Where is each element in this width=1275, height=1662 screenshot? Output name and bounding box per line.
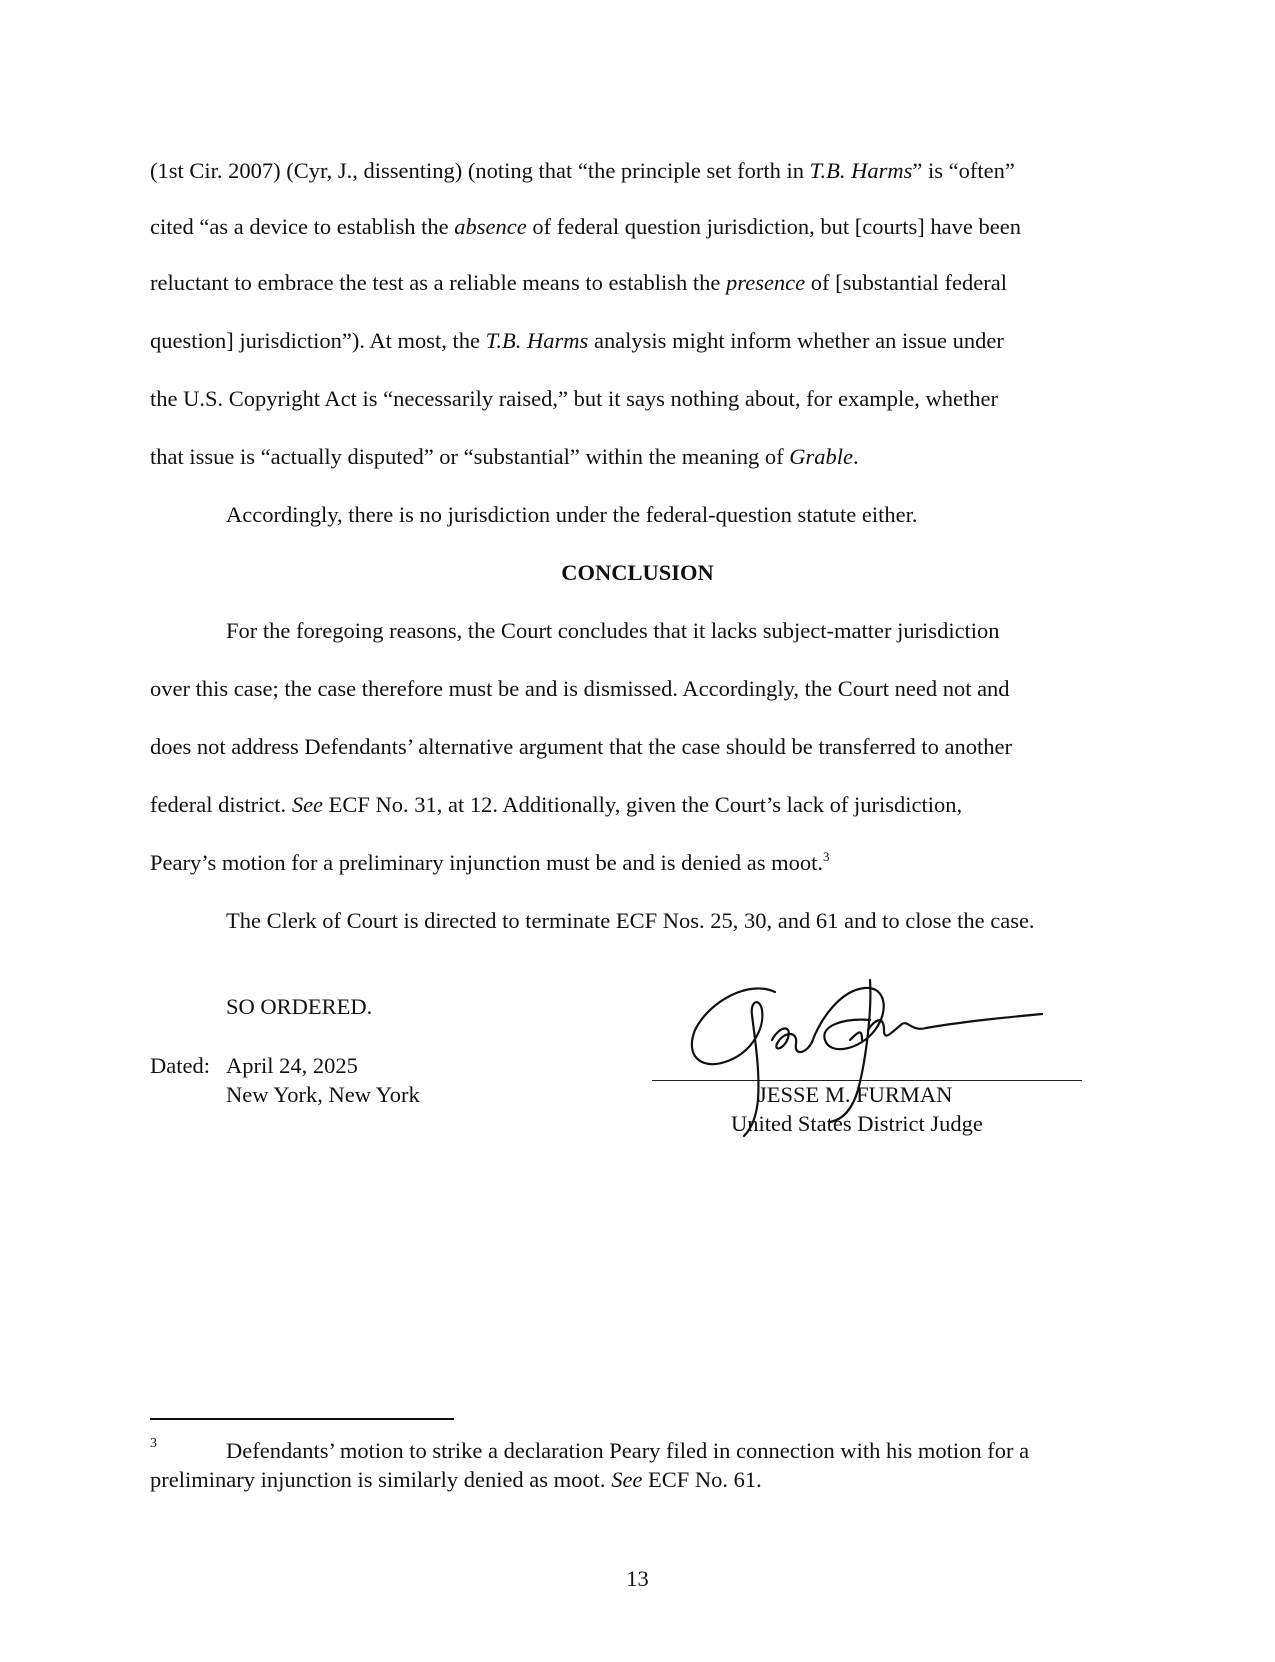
emphasis: absence	[454, 214, 527, 239]
text-run: of federal question jurisdiction, but [courts] have been	[526, 214, 1021, 239]
text-run: preliminary injunction is similarly denied as moot.	[150, 1467, 612, 1492]
text-run: question] jurisdiction”). At most, the	[150, 328, 486, 353]
judge-title: United States District Judge	[731, 1111, 983, 1136]
case-name: T.B. Harms	[809, 158, 913, 183]
text-run: that issue is “actually disputed” or “substantial” within the meaning of	[150, 444, 790, 469]
para3-line4	[150, 794, 962, 817]
para4: The Clerk of Court is directed to terminate ECF Nos. 25, 30, and 61 and to close the case.	[226, 908, 1035, 933]
text-run: (1st Cir. 2007) (Cyr, J., dissenting) (noting that “the principle set forth in	[150, 158, 810, 183]
text-run: ECF No. 61.	[642, 1467, 762, 1492]
para1-line6	[150, 446, 859, 469]
para3-line3: does not address Defendants’ alternative argument that the case should be transferred to another	[150, 734, 1012, 759]
para1-line4	[150, 330, 1004, 353]
para3-line2: over this case; the case therefore must be and is dismissed. Accordingly, the Court need not and	[150, 676, 1010, 701]
emphasis: presence	[726, 270, 806, 295]
text-run: reluctant to embrace the test as a reliable means to establish the	[150, 270, 727, 295]
case-name: T.B. Harms	[485, 328, 589, 353]
text-run: ECF No. 31, at 12. Additionally, given the Court’s lack of jurisdiction,	[323, 792, 963, 817]
footnote-line2	[150, 1469, 762, 1492]
text-run: federal district.	[150, 792, 292, 817]
text-run: ” is “often”	[912, 158, 1015, 183]
footnote-line1: Defendants’ motion to strike a declaration Peary filed in connection with his motion for a	[226, 1438, 1030, 1463]
text-run: Peary’s motion for a preliminary injunction must be and is denied as moot.	[150, 850, 824, 875]
para1-line5: the U.S. Copyright Act is “necessarily raised,” but it says nothing about, for example, whether	[150, 386, 998, 411]
date: April 24, 2025	[226, 1053, 358, 1078]
footnote-number: 3	[150, 1436, 157, 1451]
para1-line1	[150, 160, 1015, 183]
case-name: Grable	[789, 444, 853, 469]
judge-name: JESSE M. FURMAN	[758, 1082, 953, 1107]
text-run: .	[852, 444, 859, 469]
page-number: 13	[626, 1566, 649, 1591]
section-heading: CONCLUSION	[561, 560, 714, 585]
para3-line5	[150, 849, 830, 875]
dated-label: Dated:	[150, 1053, 210, 1078]
footnote-reference[interactable]: 3	[823, 849, 830, 864]
location: New York, New York	[226, 1082, 420, 1107]
citation-signal: See	[611, 1467, 643, 1492]
text-run: of [substantial federal	[805, 270, 1007, 295]
so-ordered: SO ORDERED.	[226, 994, 373, 1019]
para1-line3	[150, 272, 1007, 295]
para1-line2	[150, 216, 1021, 239]
citation-signal: See	[291, 792, 324, 817]
handwritten-signature	[680, 970, 1080, 1140]
footnote-divider	[150, 1418, 454, 1420]
text-run: analysis might inform whether an issue under	[588, 328, 1004, 353]
para3-line1: For the foregoing reasons, the Court concludes that it lacks subject-matter jurisdiction	[226, 618, 1000, 643]
para2: Accordingly, there is no jurisdiction under the federal-question statute either.	[226, 502, 918, 527]
text-run: cited “as a device to establish the	[150, 214, 455, 239]
